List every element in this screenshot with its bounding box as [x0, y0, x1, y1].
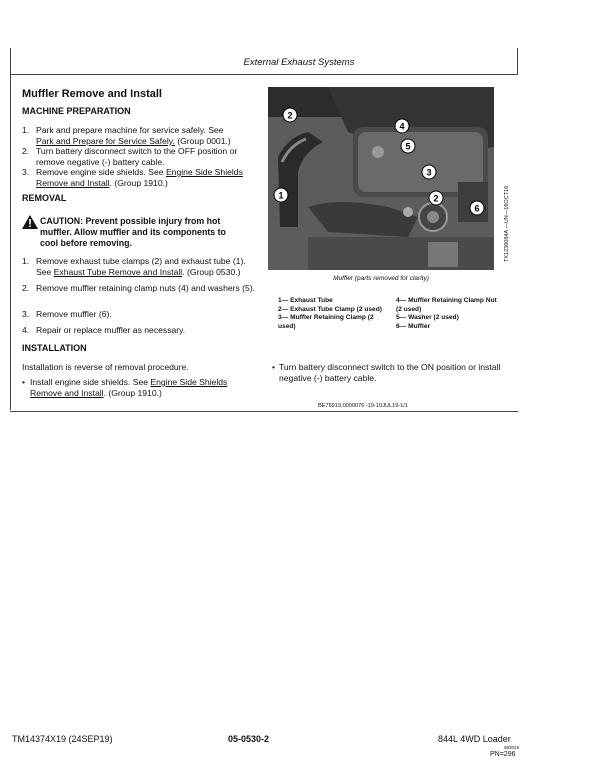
removal-step-4: 4. Repair or replace muffler as necessary. — [22, 325, 186, 335]
footer-small-code: 083019 — [504, 745, 520, 750]
figure-image-id: TX1236084A —UN—16OCT16 — [504, 185, 510, 262]
reference-code: BE76919,0000076 -19-10JUL19-1/1 — [318, 403, 408, 409]
page-title: Muffler Remove and Install — [22, 88, 162, 100]
svg-text:2: 2 — [433, 193, 439, 204]
link-exhaust-tube[interactable]: Exhaust Tube Remove and Install — [53, 266, 183, 277]
installation-intro: Installation is reverse of removal procedure. — [22, 362, 189, 372]
installation-heading: INSTALLATION — [22, 343, 87, 353]
machine-prep-heading: MACHINE PREPARATION — [22, 106, 131, 116]
footer-manual-id: TM14374X19 (24SEP19) — [12, 734, 113, 744]
legend-item-1: 1— Exhaust Tube — [278, 297, 333, 304]
svg-text:5: 5 — [405, 141, 411, 152]
callout-1 — [273, 187, 289, 208]
svg-text:4: 4 — [399, 121, 405, 132]
svg-text:6: 6 — [474, 203, 480, 214]
svg-text:2: 2 — [287, 110, 293, 121]
svg-text:3: 3 — [426, 167, 432, 178]
link-engine-side-shields-2[interactable]: Engine Side Shields Remove and Install — [30, 377, 228, 398]
callout-6 — [469, 200, 485, 221]
legend-item-3: 3— Muffler Retaining Clamp (2 used) — [278, 314, 374, 330]
warning-icon — [22, 215, 38, 234]
prep-step-1: 1. Park and prepare machine for service safely. See Park and Prepare for Service Safely. (Group 0001.) — [22, 125, 231, 146]
callout-4 — [394, 118, 410, 139]
figure-caption: Muffler (parts removed for clarity) — [333, 275, 429, 282]
install-bullet-1: • Install engine side shields. See Engine Side Shields Remove and Install. (Group 1910.) — [22, 377, 228, 398]
prep-step-3: 3. Remove engine side shields. See Engine Side Shields Remove and Install. (Group 1910.) — [22, 167, 243, 188]
removal-heading: REMOVAL — [22, 193, 67, 203]
install-bullet-2: • Turn battery disconnect switch to the ON position or install negative (-) battery cable. — [272, 362, 501, 383]
footer-pn: PN=296 — [490, 751, 516, 758]
link-park-prepare[interactable]: Park and Prepare for Service Safely. — [36, 135, 175, 146]
removal-step-1: 1. Remove exhaust tube clamps (2) and exhaust tube (1). See Exhaust Tube Remove and Install. (Group 0530.) — [22, 256, 246, 277]
prep-step-2: 2. Turn battery disconnect switch to the OFF position or remove negative (-) battery cable. — [22, 146, 238, 167]
legend-item-4: 4— Muffler Retaining Clamp Nut (2 used) — [396, 297, 497, 313]
footer-page-number: 05-0530-2 — [228, 734, 270, 744]
legend-item-6: 6— Muffler — [396, 322, 431, 330]
section-header: External Exhaust Systems — [243, 57, 355, 68]
legend-left — [278, 297, 388, 331]
callout-5 — [400, 138, 416, 159]
link-engine-side-shields-1[interactable]: Engine Side Shields Remove and Install — [36, 167, 243, 188]
callout-3 — [421, 164, 437, 185]
frame-right-border — [517, 48, 518, 75]
legend-item-5: 5— Washer (2 used) — [396, 314, 459, 322]
legend-item-2: 2— Exhaust Tube Clamp (2 used) — [278, 305, 382, 313]
removal-step-3: 3. Remove muffler (6). — [22, 309, 112, 319]
muffler-photo — [268, 87, 494, 270]
svg-text:1: 1 — [278, 190, 284, 201]
caution-text: CAUTION: Prevent possible injury from hot muffler. Allow muffler and its components to cool before removing. — [40, 216, 226, 248]
footer-model: 844L 4WD Loader — [438, 734, 511, 744]
removal-step-2: 2. Remove muffler retaining clamp nuts (4) and washers (5). — [22, 283, 256, 293]
legend-right — [396, 297, 500, 331]
callout-2-top — [282, 107, 298, 128]
callout-2-bottom — [428, 190, 444, 211]
